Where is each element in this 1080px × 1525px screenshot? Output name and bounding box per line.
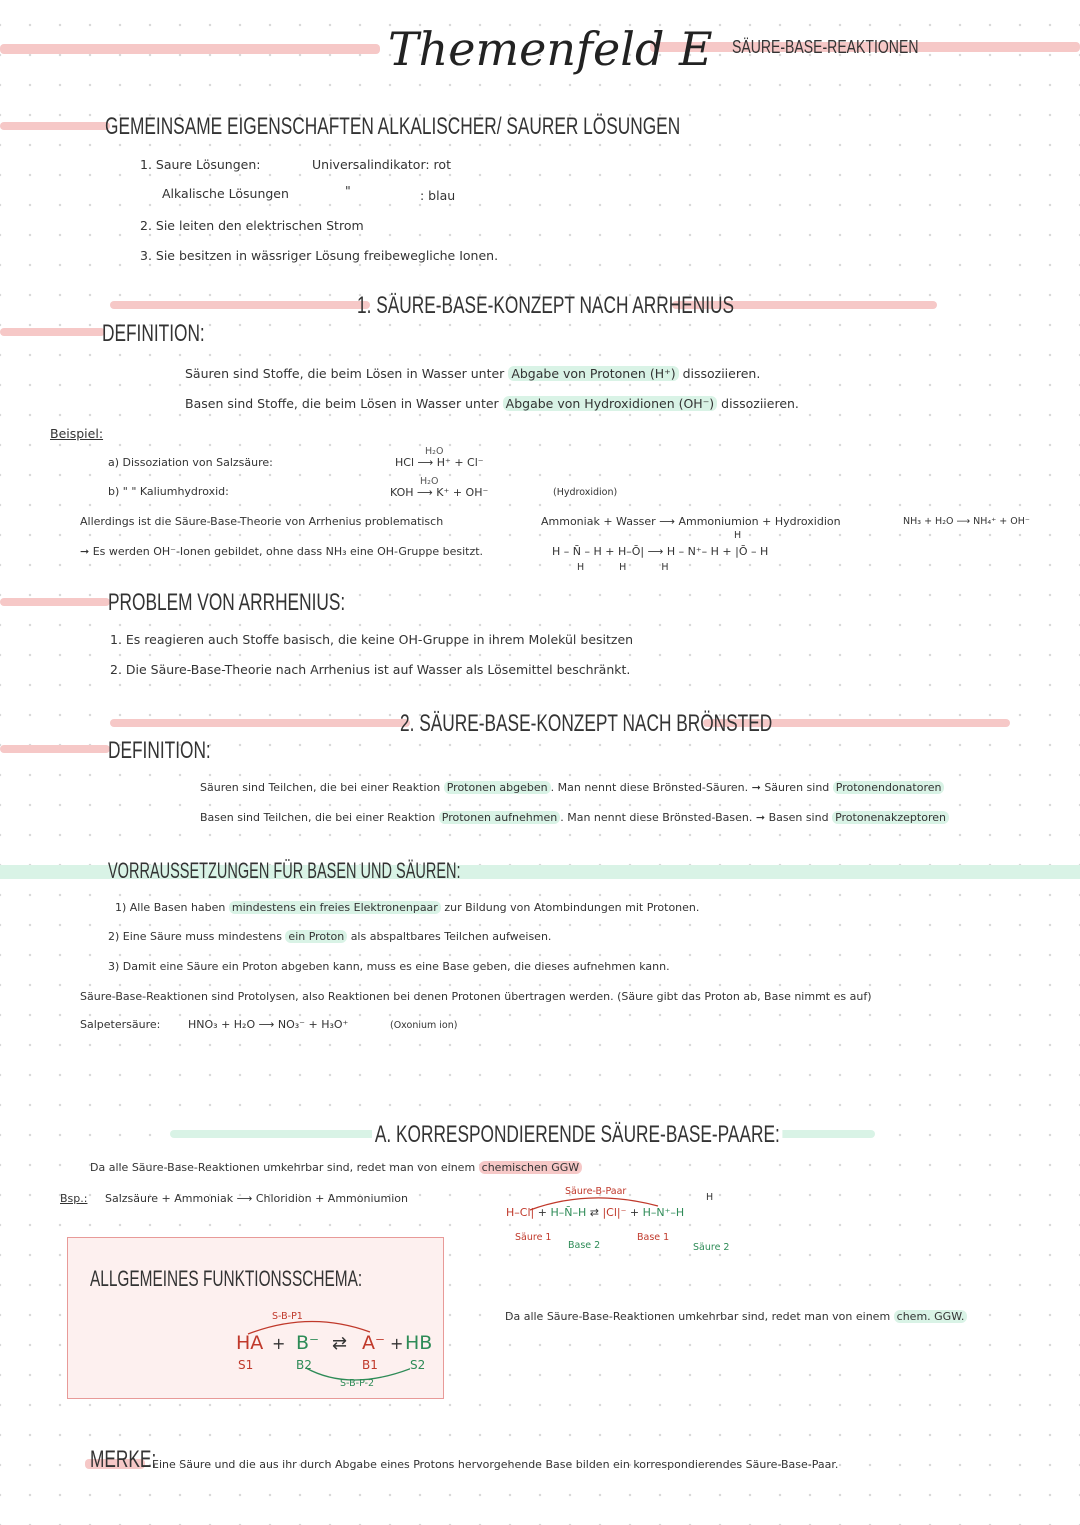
section-heading-problem: PROBLEM VON ARRHENIUS: — [108, 589, 346, 616]
header-band-left — [0, 44, 380, 54]
page-title: Themenfeld E — [388, 22, 713, 76]
text-line: 1) Alle Basen haben mindestens ein freies Elektronenpaar zur Bildung von Atombindungen mit Protonen. — [115, 901, 700, 914]
text-line: Universalindikator: rot — [312, 157, 451, 172]
text-line: 3. Sie besitzen in wässriger Lösung freibewegliche Ionen. — [140, 248, 499, 263]
section-heading-gemeinsam: GEMEINSAME EIGENSCHAFTEN ALKALISCHER/ SAURER LÖSUNGEN — [105, 113, 681, 140]
label-saeure2: Säure 2 — [693, 1242, 730, 1253]
schema-plus: + — [390, 1334, 404, 1353]
schema-bottom-label: S-B-P-2 — [340, 1378, 375, 1389]
schema-b1: B1 — [362, 1358, 378, 1372]
schema-arrow: ⇄ — [332, 1333, 348, 1354]
label-saeure1: Säure 1 — [515, 1232, 552, 1243]
section-heading-voraus: VORRAUSSETZUNGEN FÜR BASEN UND SÄUREN: — [108, 858, 461, 883]
section-band — [0, 328, 105, 336]
section-band — [110, 719, 410, 727]
example-label: Beispiel: — [50, 426, 104, 441]
text-line: Alkalische Lösungen — [162, 186, 289, 201]
equation: NH₃ + H₂O ⟶ NH₄⁺ + OH⁻ — [903, 516, 1030, 527]
text-line: Da alle Säure-Base-Reaktionen umkehrbar sind, redet man von einem chemischen GGW — [90, 1161, 582, 1174]
schema-a: A⁻ — [362, 1332, 386, 1354]
text-line: : blau — [420, 188, 456, 203]
section-band — [0, 122, 110, 130]
text-line: b) " " Kaliumhydroxid: — [108, 485, 229, 498]
ditto-mark: " — [345, 183, 351, 198]
arrow-label: H₂O — [425, 446, 444, 457]
text-line: Da alle Säure-Base-Reaktionen umkehrbar sind, redet man von einem chem. GGW. — [505, 1310, 967, 1323]
definition-label: DEFINITION: — [108, 737, 211, 764]
section-heading-broensted: 2. SÄURE-BASE-KONZEPT NACH BRÖNSTED — [400, 710, 773, 737]
equation: Ammoniak + Wasser ⟶ Ammoniumion + Hydroxidion — [541, 515, 841, 528]
schema-hb: HB — [405, 1332, 433, 1354]
section-heading-korr: A. KORRESPONDIERENDE SÄURE-BASE-PAARE: — [372, 1121, 783, 1149]
label-base1: Base 1 — [637, 1232, 670, 1243]
text-line: 1. Saure Lösungen: — [140, 157, 261, 172]
page-subtitle: SÄURE-BASE-REAKTIONEN — [732, 37, 919, 57]
pair-label: Säure-B-Paar — [565, 1186, 627, 1197]
schema-top-label: S-B-P1 — [272, 1311, 303, 1322]
text-line: 2. Die Säure-Base-Theorie nach Arrhenius ist auf Wasser als Lösemittel beschränkt. — [110, 662, 631, 677]
text-line: Salzsäure + Ammoniak ⟶ Chloridion + Ammoniumion — [105, 1192, 408, 1205]
schema-arcs — [240, 1316, 410, 1396]
example-label: Bsp.: — [60, 1192, 88, 1205]
merke-text: Eine Säure und die aus ihr durch Abgabe eines Protons hervorgehende Base bilden ein korrespondierendes Säure-Base-Paar. — [152, 1458, 839, 1471]
definition-label: DEFINITION: — [102, 320, 205, 347]
equation: HNO₃ + H₂O ⟶ NO₃⁻ + H₃O⁺ — [188, 1018, 349, 1031]
schema-ha: HA — [236, 1332, 264, 1354]
section-band — [110, 301, 370, 309]
lewis-h: H H H — [577, 562, 669, 573]
note: (Hydroxidion) — [553, 487, 618, 498]
text-line: Basen sind Teilchen, die bei einer Reaktion Protonen aufnehmen . Man nennt diese Brönsted-Basen. ➞ Basen sind Protonenakzeptoren — [200, 811, 949, 824]
schema-plus: + — [272, 1334, 286, 1353]
text-line: ➞ Es werden OH⁻-Ionen gebildet, ohne dass NH₃ eine OH-Gruppe besitzt. — [80, 545, 484, 558]
schema-heading: ALLGEMEINES FUNKTIONSSCHEMA: — [90, 1266, 363, 1291]
text-line: 1. Es reagieren auch Stoffe basisch, die keine OH-Gruppe in ihrem Molekül besitzen — [110, 632, 634, 647]
schema-b2: B2 — [296, 1358, 312, 1372]
text-line: Säure-Base-Reaktionen sind Protolysen, also Reaktionen bei denen Protonen übertragen werden. (Säure gibt das Proton ab, Base nimmt es auf) — [80, 990, 872, 1003]
text-line: Allerdings ist die Säure-Base-Theorie von Arrhenius problematisch — [80, 515, 444, 528]
schema-b: B⁻ — [296, 1332, 320, 1354]
equation: KOH ⟶ K⁺ + OH⁻ — [390, 486, 489, 499]
text-line: Basen sind Stoffe, die beim Lösen in Wasser unter Abgabe von Hydroxidionen (OH⁻) dissoziieren. — [185, 396, 799, 411]
merke-label: MERKE: — [90, 1446, 157, 1473]
note: (Oxonium ion) — [390, 1020, 458, 1031]
schema-s1: S1 — [238, 1358, 254, 1372]
section-heading-arrhenius: 1. SÄURE-BASE-KONZEPT NACH ARRHENIUS — [357, 292, 735, 319]
text-line: Salpetersäure: — [80, 1018, 161, 1031]
section-band — [0, 745, 110, 753]
text-line: Säuren sind Teilchen, die bei einer Reaktion Protonen abgeben . Man nennt diese Brönsted-Säuren. ➞ Säuren sind Protonendonatoren — [200, 781, 944, 794]
label-base2: Base 2 — [568, 1240, 601, 1251]
text-line: 2. Sie leiten den elektrischen Strom — [140, 218, 364, 233]
text-line: Säuren sind Stoffe, die beim Lösen in Wasser unter Abgabe von Protonen (H⁺) dissoziieren. — [185, 366, 761, 381]
equation-korr: H–Cl| + H–N̄–H ⇄ |Cl|⁻ + H–N⁺–H — [506, 1206, 685, 1219]
schema-s2: S2 — [410, 1358, 426, 1372]
text-line: a) Dissoziation von Salzsäure: — [108, 456, 273, 469]
text-line: 2) Eine Säure muss mindestens ein Proton als abspaltbares Teilchen aufweisen. — [108, 930, 552, 943]
arrow-label: H₂O — [420, 476, 439, 487]
lewis-h: H — [706, 1192, 714, 1203]
section-band — [0, 598, 110, 606]
text-line: 3) Damit eine Säure ein Proton abgeben kann, muss es eine Base geben, die dieses aufnehmen kann. — [108, 960, 670, 973]
equation: HCl ⟶ H⁺ + Cl⁻ — [395, 456, 484, 469]
lewis-structure: H – N̄ – H + H–Ō| ⟶ H – N⁺– H + |Ō – H — [552, 545, 769, 558]
lewis-h: H — [734, 530, 742, 541]
